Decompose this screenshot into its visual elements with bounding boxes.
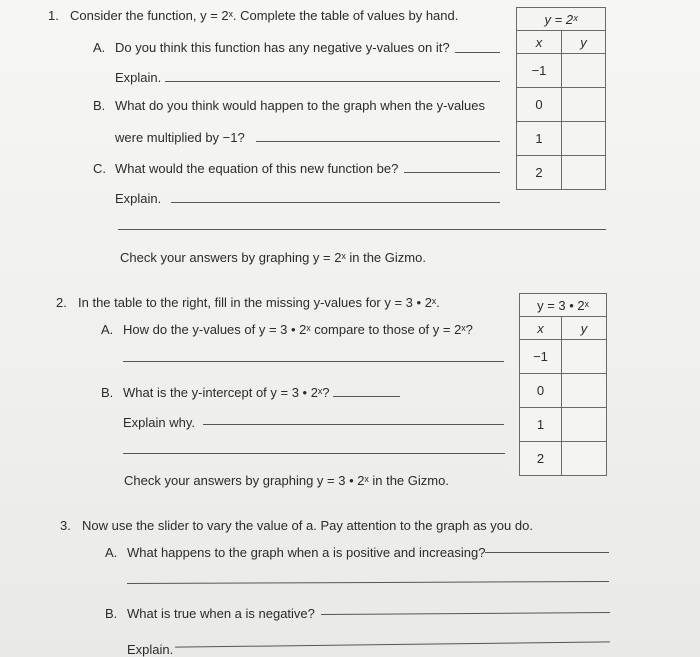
q1b-text-2: were multiplied by −1? <box>115 130 245 145</box>
q1c-explain-line[interactable] <box>171 202 500 203</box>
q1-col-x: x <box>517 31 562 54</box>
q1a-explain: Explain. <box>115 70 162 85</box>
q3a-extra-line[interactable] <box>127 581 609 584</box>
q2-y-cell-input[interactable] <box>562 340 607 374</box>
q1-check-text: Check your answers by graphing y = 2ˣ in the Gizmo. <box>120 250 426 265</box>
q1a-text: Do you think this function has any negative y-values on it? <box>115 40 450 55</box>
q1-table-title: y = 2ˣ <box>517 8 606 31</box>
q3b-explain-line[interactable] <box>175 641 610 647</box>
q3b-text: What is true when a is negative? <box>127 606 315 621</box>
q2-x-cell: 0 <box>520 374 562 408</box>
q2-table-title: y = 3 • 2ˣ <box>520 294 607 317</box>
q2-x-cell: −1 <box>520 340 562 374</box>
q1b-label: B. <box>93 98 106 113</box>
q1-number: 1. <box>48 8 59 23</box>
q2a-answer-line[interactable] <box>123 361 504 362</box>
q1c-explain: Explain. <box>115 191 162 206</box>
q3-stem: Now use the slider to vary the value of a. Pay attention to the graph as you do. <box>82 518 533 533</box>
q2b-label: B. <box>101 385 114 400</box>
q2-y-cell-input[interactable] <box>562 408 607 442</box>
q3b-answer-line[interactable] <box>321 612 610 615</box>
q1a-explain-line[interactable] <box>165 81 500 82</box>
q1-x-cell: −1 <box>517 54 562 88</box>
q1c-label: C. <box>93 161 106 176</box>
q1-y-cell-input[interactable] <box>562 88 606 122</box>
q2b-extra-line[interactable] <box>123 453 505 454</box>
q2a-text: How do the y-values of y = 3 • 2ˣ compare to those of y = 2ˣ? <box>123 322 473 337</box>
q3a-label: A. <box>105 545 118 560</box>
q1b-answer-line[interactable] <box>256 141 500 142</box>
q1-x-cell: 1 <box>517 122 562 156</box>
q1-y-cell-input[interactable] <box>562 122 606 156</box>
q1b-text-1: What do you think would happen to the graph when the y-values <box>115 98 486 113</box>
q1-col-y: y <box>562 31 606 54</box>
q2-x-cell: 1 <box>520 408 562 442</box>
q2b-answer-line[interactable] <box>333 396 400 397</box>
q1-extra-line[interactable] <box>118 229 606 230</box>
q1c-answer-line[interactable] <box>404 172 500 173</box>
q2-col-x: x <box>520 317 562 340</box>
q1-values-table <box>516 7 606 190</box>
q1-y-cell-input[interactable] <box>562 156 606 190</box>
q3b-label: B. <box>105 606 118 621</box>
q1a-answer-line[interactable] <box>455 52 500 53</box>
q2b-text: What is the y-intercept of y = 3 • 2ˣ? <box>123 385 330 400</box>
q1-x-cell: 0 <box>517 88 562 122</box>
q2-stem: In the table to the right, fill in the missing y-values for y = 3 • 2ˣ. <box>78 295 440 310</box>
q3b-explain: Explain. <box>127 642 174 657</box>
q1a-label: A. <box>93 40 106 55</box>
q1c-text: What would the equation of this new function be? <box>115 161 399 176</box>
q1-x-cell: 2 <box>517 156 562 190</box>
q3a-text: What happens to the graph when a is positive and increasing? <box>127 545 486 560</box>
q2-check-text: Check your answers by graphing y = 3 • 2ˣ in the Gizmo. <box>124 473 449 488</box>
q1-stem: Consider the function, y = 2ˣ. Complete the table of values by hand. <box>70 8 459 23</box>
q2b-explain-line[interactable] <box>203 424 504 425</box>
q2-values-table <box>519 293 607 476</box>
q2-x-cell: 2 <box>520 442 562 476</box>
q2-col-y: y <box>562 317 607 340</box>
q3-number: 3. <box>60 518 71 533</box>
q3a-answer-line[interactable] <box>485 552 609 553</box>
q2-number: 2. <box>56 295 67 310</box>
q2-y-cell-input[interactable] <box>562 374 607 408</box>
q2-y-cell-input[interactable] <box>562 442 607 476</box>
q2a-label: A. <box>101 322 114 337</box>
q1-y-cell-input[interactable] <box>562 54 606 88</box>
q2b-explain: Explain why. <box>123 415 196 430</box>
